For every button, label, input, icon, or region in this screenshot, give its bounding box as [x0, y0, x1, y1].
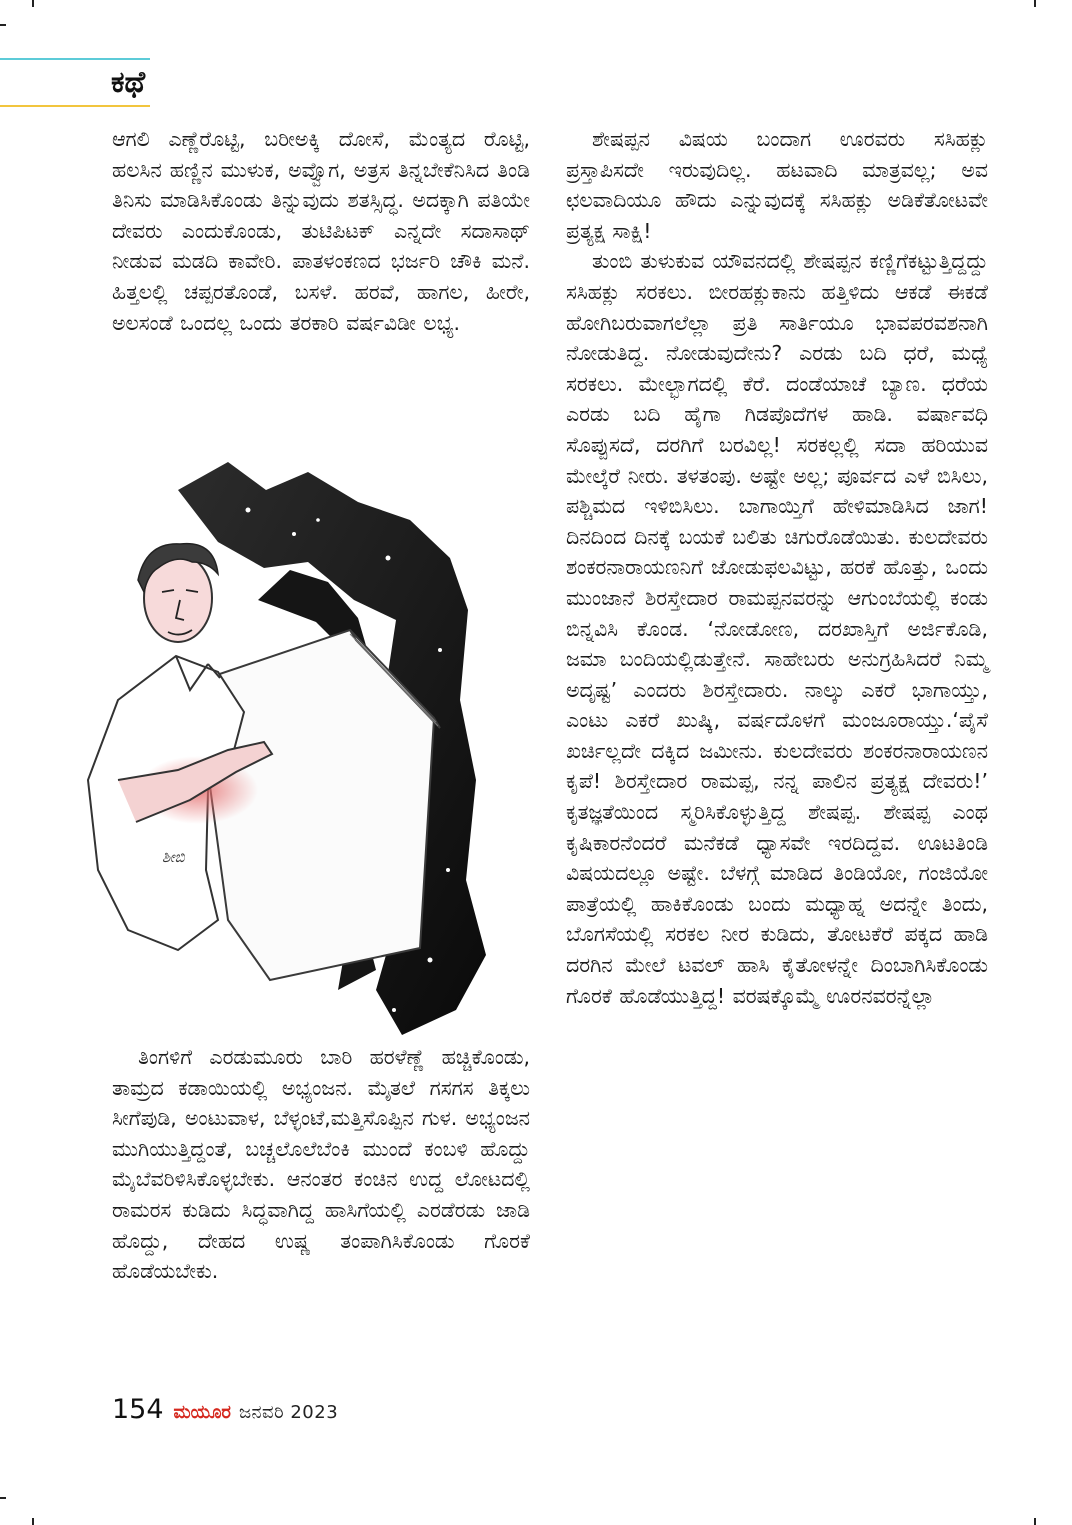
- left-column-top: [112, 124, 530, 338]
- page-footer: [112, 1394, 338, 1428]
- crop-mark: [0, 24, 6, 26]
- left-column-bottom: [112, 1042, 530, 1287]
- header-rule-cyan: [0, 58, 150, 60]
- paragraph: ಆಗಲಿ ಎಣ್ಣೆರೊಟ್ಟಿ, ಬರೀಅಕ್ಕಿ ದೋಸೆ, ಮೆಂತ್ಯದ ರೊಟ್ಟಿ, ಹಲಸಿನ ಹಣ್ಣಿನ ಮುಳುಕ, ಅವ್ವೊಗ, ಅತ್ರಸ ತಿನ್ನಬೇಕೆನಿಸಿದ ತಿಂಡಿ ತಿನಿಸು ಮಾಡಿಸಿಕೊಂಡು ತಿನ್ನುವುದು ಶತಸ್ಸಿದ್ಧ. ಅದಕ್ಕಾಗಿ ಪತಿಯೇ ದೇವರು ಎಂದುಕೊಂಡು, ತುಟಿಪಿಟಕ್ ಎನ್ನದೇ ಸದಾಸಾಥ್ ನೀಡುವ ಮಡದಿ ಕಾವೇರಿ. ಪಾತಳಂಕಣದ ಭರ್ಜರಿ ಚೌಕಿ ಮನೆ. ಹಿತ್ತಲಲ್ಲಿ ಚಪ್ಪರತೊಂಡೆ, ಬಸಳೆ. ಹರವೆ, ಹಾಗಲ, ಹೀರೇ, ಅಲಸಂಡೆ ಒಂದಲ್ಲ ಒಂದು ತರಕಾರಿ ವರ್ಷವಿಡೀ ಲಭ್ಯ.: [112, 127, 530, 335]
- story-illustration: [58, 450, 534, 1035]
- header-rule-gold: [0, 105, 150, 107]
- crop-mark: [32, 0, 34, 7]
- artist-signature: ಶೀಬಿ: [162, 848, 185, 866]
- crop-mark: [32, 1518, 34, 1525]
- crop-mark: [1034, 0, 1036, 7]
- page-number: 154: [112, 1394, 164, 1425]
- issue-date: ಜನವರಿ 2023: [238, 1402, 339, 1423]
- paragraph: ಶೇಷಪ್ಪನ ವಿಷಯ ಬಂದಾಗ ಊರವರು ಸಸಿಹಕ್ಲು ಪ್ರಸ್ತಾಪಿಸದೇ ಇರುವುದಿಲ್ಲ. ಹಟವಾದಿ ಮಾತ್ರವಲ್ಲ; ಅವ ಛಲವಾದಿಯೂ ಹೌದು ಎನ್ನುವುದಕ್ಕೆ ಸಸಿಹಕ್ಲು ಅಡಿಕೆತೋಟವೇ ಪ್ರತ್ಯಕ್ಷ ಸಾಕ್ಷಿ!: [566, 127, 988, 243]
- crop-mark: [1034, 1518, 1036, 1525]
- right-column: [566, 124, 988, 1011]
- crop-mark: [0, 1497, 6, 1499]
- magazine-name: ಮಯೂರ: [173, 1402, 231, 1423]
- paragraph: ತಿಂಗಳಿಗೆ ಎರಡುಮೂರು ಬಾರಿ ಹರಳೆಣ್ಣೆ ಹಚ್ಚಿಕೊಂಡು, ತಾಮ್ರದ ಕಡಾಯಿಯಲ್ಲಿ ಅಭ್ಯಂಜನ. ಮೈತಲೆ ಗಸಗಸ ತಿಕ್ಕಲು ಸೀಗೆಪುಡಿ, ಅಂಟುವಾಳ, ಬೆಳ್ಳಂಟೆ,ಮತ್ತಿಸೊಪ್ಪಿನ ಗುಳ. ಅಭ್ಯಂಜನ ಮುಗಿಯುತ್ತಿದ್ದಂತೆ, ಬಚ್ಚಲೊಲೆಬೆಂಕಿ ಮುಂದೆ ಕಂಬಳಿ ಹೊದ್ದು ಮೈಬೆವರಿಳಿಸಿಕೊಳ್ಳಬೇಕು. ಆನಂತರ ಕಂಚಿನ ಉದ್ದ ಲೋಟದಲ್ಲಿ ರಾಮರಸ ಕುಡಿದು ಸಿದ್ಧವಾಗಿದ್ದ ಹಾಸಿಗೆಯಲ್ಲಿ ಎರಡೆರಡು ಜಾಡಿ ಹೊದ್ದು, ದೇಹದ ಉಷ್ಣ ತಂಪಾಗಿಸಿಕೊಂಡು ಗೊರಕೆ ಹೊಡೆಯಬೇಕು.: [112, 1045, 530, 1284]
- section-title: ಕಥೆ: [111, 65, 146, 100]
- paragraph: ತುಂಬಿ ತುಳುಕುವ ಯೌವನದಲ್ಲಿ ಶೇಷಪ್ಪನ ಕಣ್ಣಿಗೆಕಟ್ಟುತ್ತಿದ್ದದ್ದು ಸಸಿಹಕ್ಲು ಸರಕಲು. ಬೀರಹಕ್ಲುಕಾನು ಹತ್ತಿಳಿದು ಆಕಡೆ ಈಕಡೆ ಹೋಗಿಬರುವಾಗಲೆಲ್ಲಾ ಪ್ರತಿ ಸಾರ್ತಿಯೂ ಭಾವಪರವಶನಾಗಿ ನೋಡುತಿದ್ದ. ನೋಡುವುದೇನು? ಎರಡು ಬದಿ ಧರೆ, ಮಧ್ಯೆ ಸರಕಲು. ಮೇಲ್ಭಾಗದಲ್ಲಿ ಕೆರೆ. ದಂಡೆಯಾಚೆ ಬ್ಯಾಣ. ಧರೆಯ ಎರಡು ಬದಿ ಹೈಗಾ ಗಿಡಪೊದೆಗಳ ಹಾಡಿ. ವರ್ಷಾವಧಿ ಸೊಪ್ಪುಸದೆ, ದರಗಿಗೆ ಬರವಿಲ್ಲ! ಸರಕಲ್ಲಲ್ಲಿ ಸದಾ ಹರಿಯುವ ಮೇಲ್ಕೆರೆ ನೀರು. ತಳತಂಪು. ಅಷ್ಟೇ ಅಲ್ಲ; ಪೂರ್ವದ ಎಳೆ ಬಿಸಿಲು, ಪಶ್ಚಿಮದ ಇಳಿಬಿಸಿಲು. ಬಾಗಾಯ್ತಿಗೆ ಹೇಳಿಮಾಡಿಸಿದ ಜಾಗ! ದಿನದಿಂದ ದಿನಕ್ಕೆ ಬಯಕೆ ಬಲಿತು ಚಿಗುರೊಡೆಯಿತು. ಕುಲದೇವರು ಶಂಕರನಾರಾಯಣನಿಗೆ ಜೋಡುಫಲವಿಟ್ಟು, ಹರಕೆ ಹೊತ್ತು, ಒಂದು ಮುಂಜಾನೆ ಶಿರಸ್ತೇದಾರ ರಾಮಪ್ಪನವರನ್ನು ಆಗುಂಬೆಯಲ್ಲಿ ಕಂಡು ಬಿನ್ನವಿಸಿ ಕೊಂಡ. ‘ನೋಡೋಣ, ದರಖಾಸ್ತಿಗೆ ಅರ್ಜಿಕೊಡಿ, ಜಮಾ ಬಂದಿಯಲ್ಲಿಡುತ್ತೇನೆ. ಸಾಹೇಬರು ಅನುಗ್ರಹಿಸಿದರೆ ನಿಮ್ಮ ಅದೃಷ್ಟ’ ಎಂದರು ಶಿರಸ್ತೇದಾರು. ನಾಲ್ಕು ಎಕರೆ ಭಾಗಾಯ್ತು, ಎಂಟು ಎಕರೆ ಖುಷ್ಕಿ, ವರ್ಷದೊಳಗೆ ಮಂಜೂರಾಯ್ತು.‘ಪೈಸೆ ಖರ್ಚಿಲ್ಲದೇ ದಕ್ಕಿದ ಜಮೀನು. ಕುಲದೇವರು ಶಂಕರನಾರಾಯಣನ ಕೃಪೆ! ಶಿರಸ್ತೇದಾರ ರಾಮಪ್ಪ, ನನ್ನ ಪಾಲಿನ ಪ್ರತ್ಯಕ್ಷ ದೇವರು!’ ಕೃತಜ್ಞತೆಯಿಂದ ಸ್ಮರಿಸಿಕೊಳ್ಳುತ್ತಿದ್ದ ಶೇಷಪ್ಪ. ಶೇಷಪ್ಪ ಎಂಥ ಕೃಷಿಕಾರನೆಂದರೆ ಮನೆಕಡೆ ಧ್ಯಾಸವೇ ಇರದಿದ್ದವ. ಊಟತಿಂಡಿ ವಿಷಯದಲ್ಲೂ ಅಷ್ಟೇ. ಬೆಳಗ್ಗೆ ಮಾಡಿದ ತಿಂಡಿಯೋ, ಗಂಜಿಯೋ ಪಾತ್ರೆಯಲ್ಲಿ ಹಾಕಿಕೊಂಡು ಬಂದು ಮಧ್ಯಾಹ್ನ ಅದನ್ನೇ ತಿಂದು, ಬೊಗಸೆಯಲ್ಲಿ ಸರಕಲ ನೀರ ಕುಡಿದು, ತೋಟಕೆರೆ ಪಕ್ಕದ ಹಾಡಿ ದರಗಿನ ಮೇಲೆ ಟವಲ್ ಹಾಸಿ ಕೈತೋಳನ್ನೇ ದಿಂಬಾಗಿಸಿಕೊಂಡು ಗೊರಕೆ ಹೊಡೆಯುತ್ತಿದ್ದ! ವರಷಕ್ಕೊಮ್ಮೆ ಊರನವರನ್ನೆಲ್ಲಾ: [566, 249, 988, 1008]
